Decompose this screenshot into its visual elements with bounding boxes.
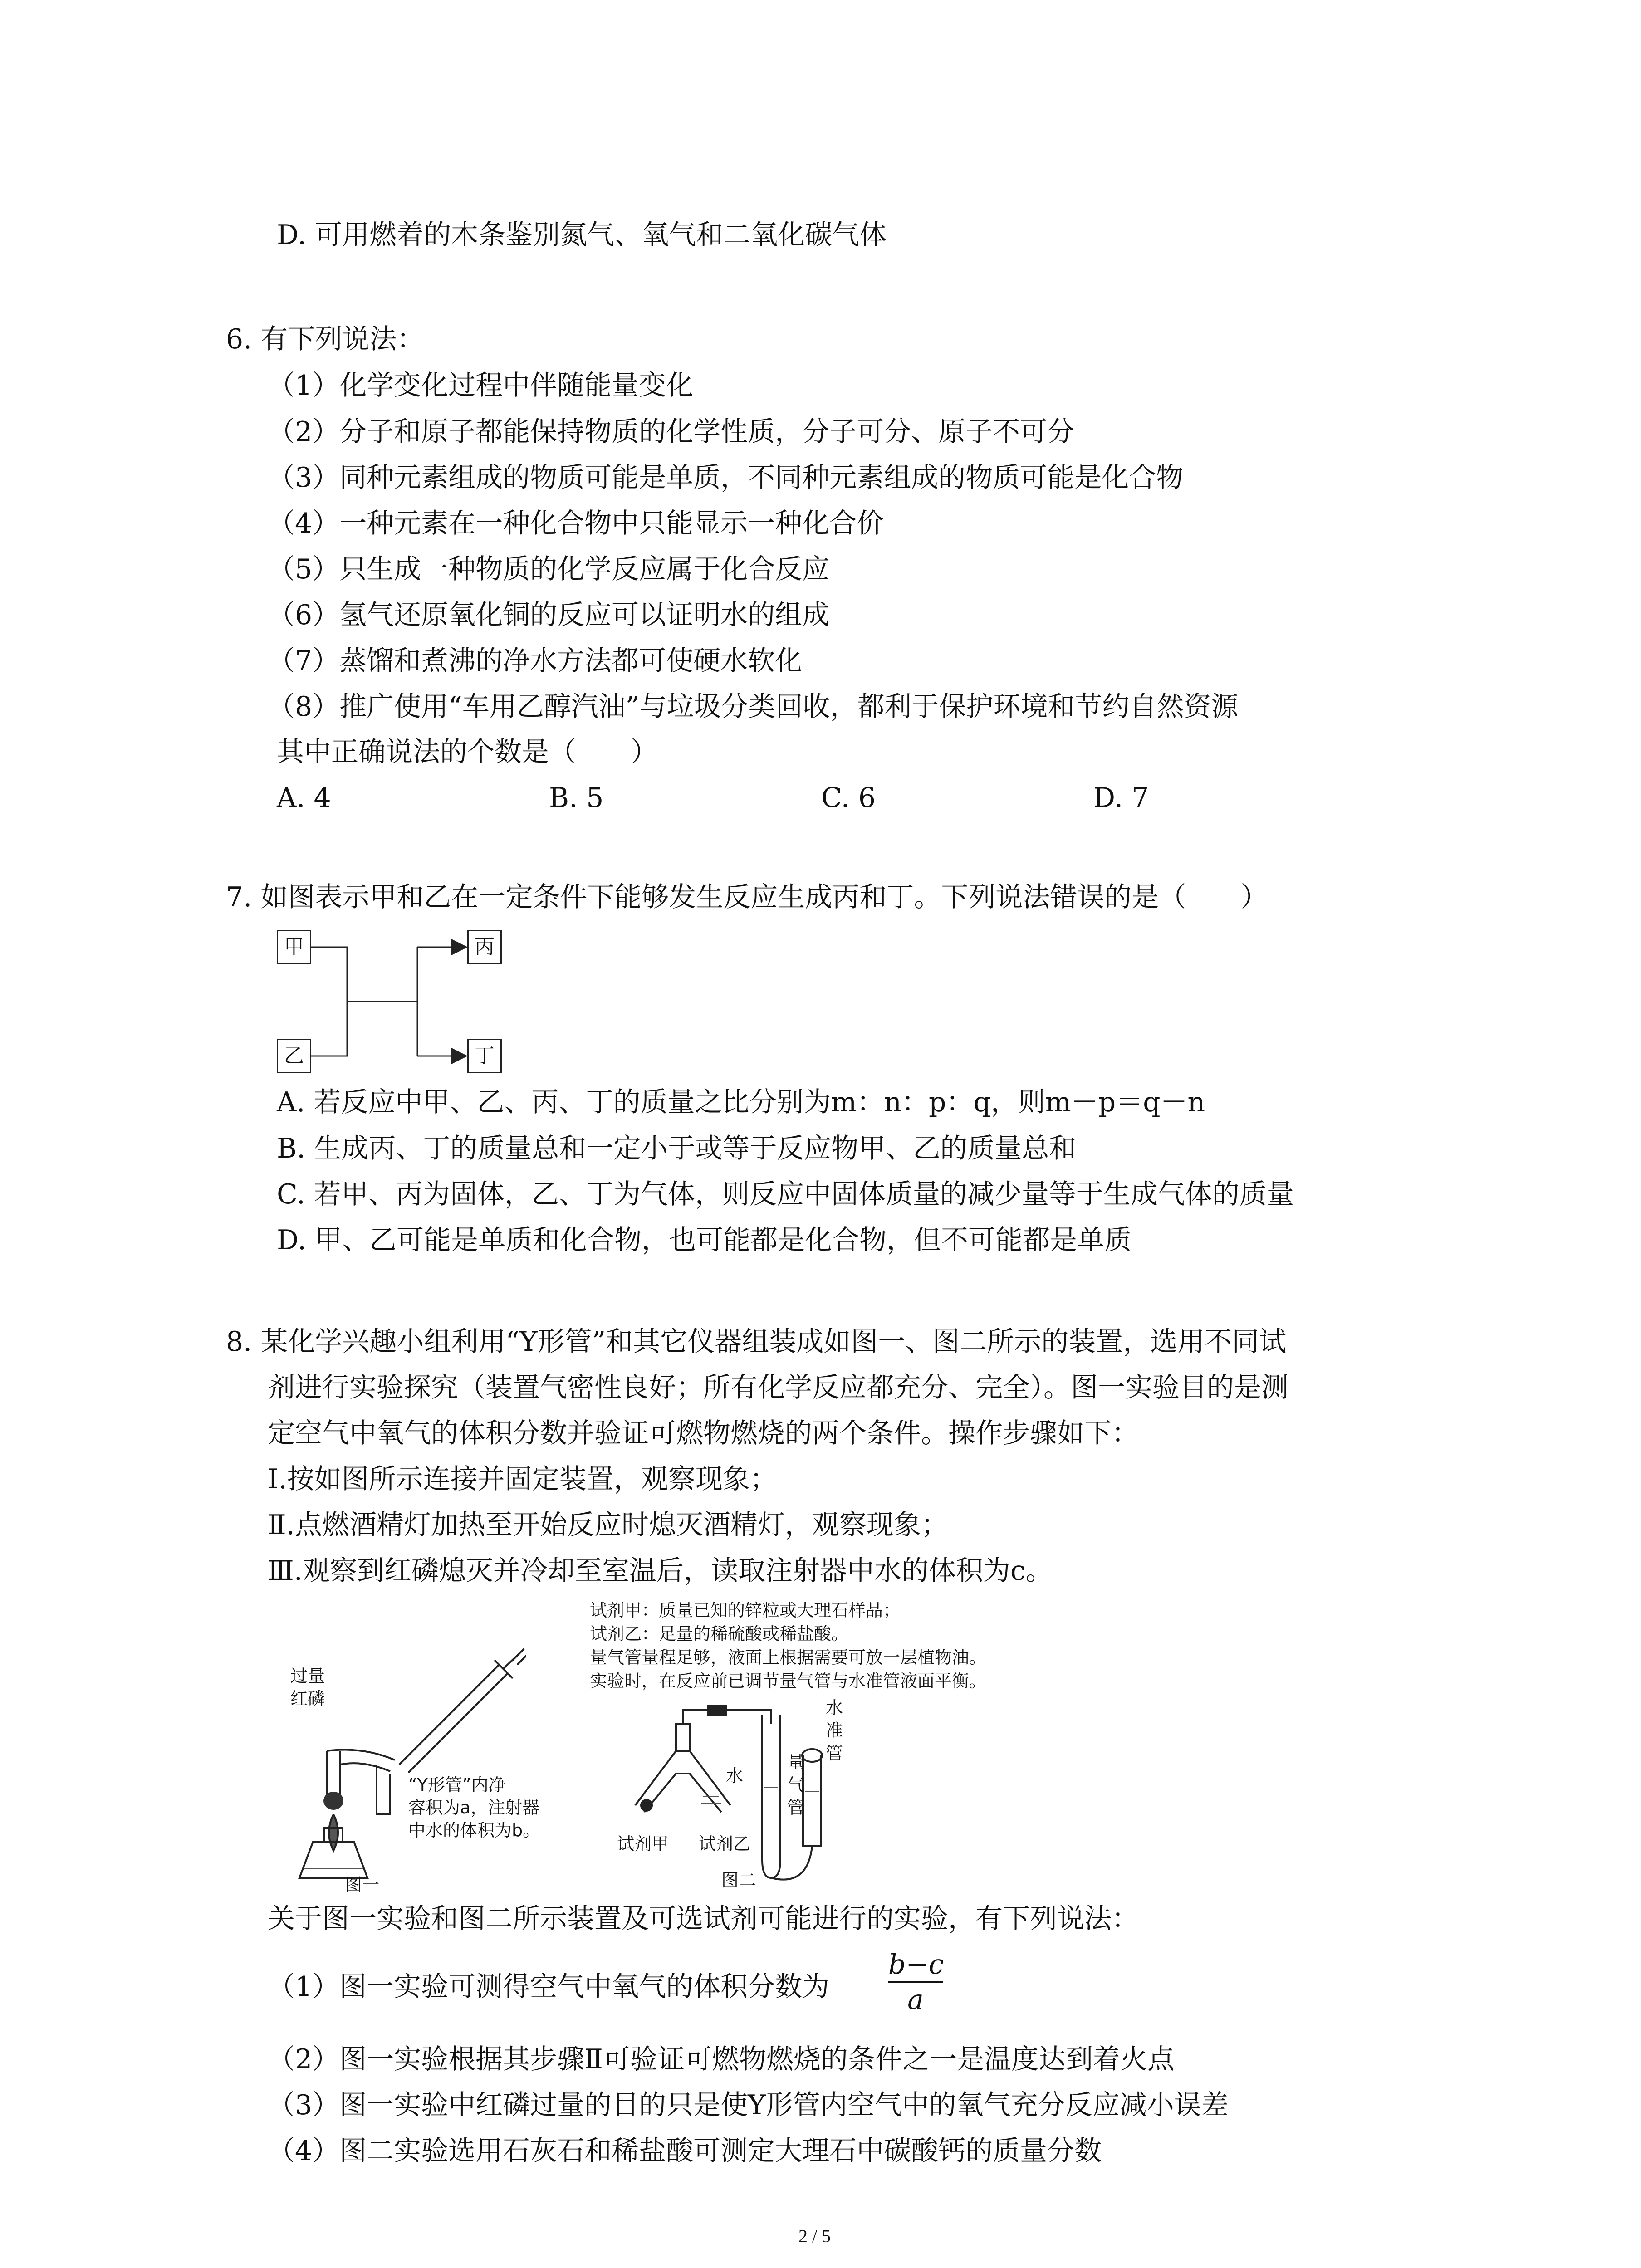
fig1-note-2: 容积为a，注射器 bbox=[408, 1798, 540, 1818]
q7-option-b: B. 生成丙、丁的质量总和一定小于或等于反应物甲、乙的质量总和 bbox=[277, 1133, 1077, 1164]
q6-item-1: （1）化学变化过程中伴随能量变化 bbox=[268, 370, 694, 401]
fig1-label-red-p: 红磷 bbox=[290, 1689, 325, 1709]
fig2-level-tube-3: 管 bbox=[826, 1743, 843, 1763]
gas-measuring-apparatus-drawing bbox=[608, 1696, 889, 1896]
q6-item-5: （5）只生成一种物质的化学反应属于化合反应 bbox=[268, 553, 830, 585]
fraction-numerator: b−c bbox=[888, 1949, 944, 1980]
y-tube-apparatus-drawing bbox=[272, 1615, 526, 1896]
q8-item-1-fraction bbox=[888, 1949, 943, 2016]
fraction-bar bbox=[888, 1981, 943, 1983]
fig2-gas-tube-3: 管 bbox=[787, 1798, 805, 1818]
q8-stem-line-2: 剂进行实验探究（装置气密性良好；所有化学反应都充分、完全）。图一实验目的是测 bbox=[268, 1372, 1288, 1403]
q6-stem: 6. 有下列说法： bbox=[226, 323, 424, 355]
q8-item-3: （3）图一实验中红磷过量的目的只是使Y形管内空气中的氧气充分反应减小误差 bbox=[268, 2089, 1229, 2121]
fig1-label-excess: 过量 bbox=[290, 1666, 325, 1686]
fig1-note-1: “Y形管”内净 bbox=[408, 1775, 506, 1795]
fig1-note-3: 中水的体积为b。 bbox=[408, 1820, 540, 1840]
q6-option-d: D. 7 bbox=[1093, 782, 1149, 814]
q7-stem: 7. 如图表示甲和乙在一定条件下能够发生反应生成丙和丁。下列说法错误的是（ ） bbox=[226, 881, 1268, 913]
q6-item-3: （3）同种元素组成的物质可能是单质，不同种元素组成的物质可能是化合物 bbox=[268, 462, 1184, 494]
q8-item-4: （4）图二实验选用石灰石和稀盐酸可测定大理石中碳酸钙的质量分数 bbox=[268, 2135, 1102, 2167]
fraction-denominator: a bbox=[907, 1984, 924, 2016]
q8-step-2: Ⅱ.点燃酒精灯加热至开始反应时熄灭酒精灯，观察现象； bbox=[268, 1509, 948, 1541]
fig2-level-tube-2: 准 bbox=[826, 1721, 843, 1740]
q8-item-2: （2）图一实验根据其步骤Ⅱ可验证可燃物燃烧的条件之一是温度达到着火点 bbox=[268, 2043, 1175, 2075]
box-jia: 甲 bbox=[277, 930, 311, 964]
q5-option-d: D. 可用燃着的木条鉴别氮气、氧气和二氧化碳气体 bbox=[277, 219, 887, 251]
q6-item-8: （8）推广使用“车用乙醇汽油”与垃圾分类回收，都利于保护环境和节约自然资源 bbox=[268, 691, 1239, 723]
fig2-note-4: 实验时，在反应前已调节量气管与水准管液面平衡。 bbox=[590, 1671, 987, 1691]
fig1-caption: 图一 bbox=[345, 1875, 380, 1895]
box-bing: 丙 bbox=[467, 930, 502, 964]
fig2-gas-tube-1: 量 bbox=[787, 1752, 805, 1772]
q6-option-b: B. 5 bbox=[549, 782, 604, 814]
q7-option-c: C. 若甲、丙为固体，乙、丁为气体，则反应中固体质量的减少量等于生成气体的质量 bbox=[277, 1178, 1294, 1210]
q8-about: 关于图一实验和图二所示装置及可选试剂可能进行的实验，有下列说法： bbox=[268, 1903, 1139, 1935]
fig2-label-water: 水 bbox=[726, 1766, 744, 1786]
q6-option-c: C. 6 bbox=[821, 782, 876, 814]
figure-2 bbox=[608, 1696, 889, 1896]
box-yi: 乙 bbox=[277, 1039, 311, 1073]
q8-stem-line-1: 8. 某化学兴趣小组利用“Y形管”和其它仪器组装成如图一、图二所示的装置，选用不同试 bbox=[226, 1326, 1287, 1358]
box-ding: 丁 bbox=[467, 1039, 502, 1073]
reaction-arrows bbox=[272, 925, 508, 1080]
fig2-note-2: 试剂乙：足量的稀硫酸或稀盐酸。 bbox=[590, 1624, 849, 1644]
reaction-diagram bbox=[272, 925, 508, 1080]
q6-option-a: A. 4 bbox=[277, 782, 331, 814]
fig2-note-1: 试剂甲：质量已知的锌粒或大理石样品； bbox=[590, 1600, 901, 1620]
q8-item-1-text: （1）图一实验可测得空气中氧气的体积分数为 bbox=[268, 1971, 830, 2003]
fig2-label-reagent-b: 试剂乙 bbox=[699, 1834, 751, 1854]
figure-1 bbox=[272, 1615, 540, 1896]
q8-step-3: Ⅲ.观察到红磷熄灭并冷却至室温后，读取注射器中水的体积为c。 bbox=[268, 1555, 1053, 1587]
q6-item-7: （7）蒸馏和煮沸的净水方法都可使硬水软化 bbox=[268, 645, 803, 677]
fig2-note-3: 量气管量程足够，液面上根据需要可放一层植物油。 bbox=[590, 1647, 987, 1667]
fig2-level-tube-1: 水 bbox=[826, 1698, 843, 1718]
q6-item-6: （6）氢气还原氧化铜的反应可以证明水的组成 bbox=[268, 599, 830, 631]
q8-step-1: Ⅰ.按如图所示连接并固定装置，观察现象； bbox=[268, 1463, 777, 1495]
q7-option-a: A. 若反应中甲、乙、丙、丁的质量之比分别为m：n：p：q，则m－p＝q－n bbox=[277, 1086, 1205, 1118]
q7-option-d: D. 甲、乙可能是单质和化合物，也可能都是化合物，但不可能都是单质 bbox=[277, 1224, 1132, 1256]
fig2-gas-tube-2: 气 bbox=[787, 1775, 805, 1795]
q6-item-2: （2）分子和原子都能保持物质的化学性质，分子可分、原子不可分 bbox=[268, 416, 1075, 448]
page-number: 2 / 5 bbox=[798, 2226, 831, 2246]
q8-stem-line-3: 定空气中氧气的体积分数并验证可燃物燃烧的两个条件。操作步骤如下： bbox=[268, 1418, 1139, 1449]
q6-question: 其中正确说法的个数是（ ） bbox=[277, 736, 658, 768]
fig2-caption: 图二 bbox=[721, 1870, 756, 1890]
fig2-label-reagent-a: 试剂甲 bbox=[617, 1834, 669, 1854]
q6-item-4: （4）一种元素在一种化合物中只能显示一种化合价 bbox=[268, 508, 884, 539]
